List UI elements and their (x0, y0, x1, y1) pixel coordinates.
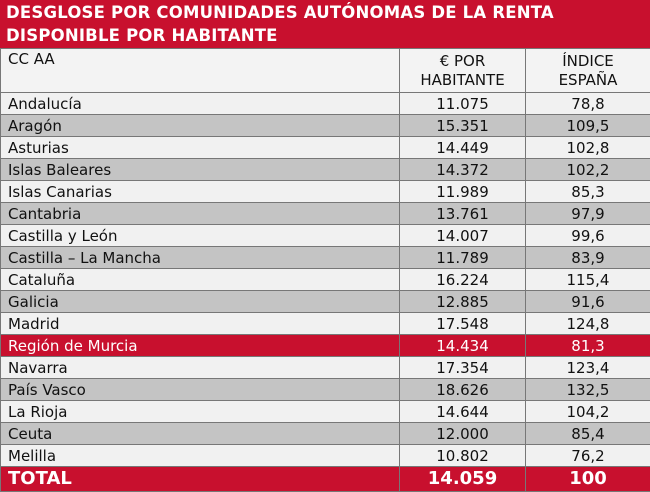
cell-per-capita: 18.626 (400, 379, 526, 401)
header-row (1, 49, 650, 93)
table-row (1, 247, 650, 269)
cell-index: 76,2 (526, 445, 650, 467)
cell-region: La Rioja (1, 401, 400, 423)
header-index-line-2: ESPAÑA (558, 70, 618, 89)
cell-index: 78,8 (526, 93, 650, 115)
table-row (1, 269, 650, 291)
cell-per-capita: 11.989 (400, 181, 526, 203)
cell-index: 104,2 (526, 401, 650, 423)
table-row (1, 181, 650, 203)
table-row (1, 291, 650, 313)
cell-index: 91,6 (526, 291, 650, 313)
cell-region: Navarra (1, 357, 400, 379)
cell-region: Aragón (1, 115, 400, 137)
table-row (1, 115, 650, 137)
cell-per-capita: 14.007 (400, 225, 526, 247)
cell-region: Madrid (1, 313, 400, 335)
cell-index: 102,2 (526, 159, 650, 181)
cell-index: 81,3 (526, 335, 650, 357)
table-row (1, 93, 650, 115)
title-line-2: DISPONIBLE POR HABITANTE (6, 26, 278, 45)
cell-region: Castilla y León (1, 225, 400, 247)
header-per-capita (400, 49, 526, 93)
cell-region: Islas Canarias (1, 181, 400, 203)
header-per-capita-line-1: € POR (439, 51, 486, 70)
total-index: 100 (526, 467, 650, 492)
cell-region: País Vasco (1, 379, 400, 401)
cell-index: 83,9 (526, 247, 650, 269)
total-label: TOTAL (1, 467, 400, 492)
cell-per-capita: 14.644 (400, 401, 526, 423)
cell-per-capita: 11.075 (400, 93, 526, 115)
table-row (1, 423, 650, 445)
table-row (1, 137, 650, 159)
table-title (0, 0, 650, 48)
cell-per-capita: 14.434 (400, 335, 526, 357)
cell-region: Melilla (1, 445, 400, 467)
cell-index: 124,8 (526, 313, 650, 335)
table-body (1, 93, 650, 467)
total-row (1, 467, 650, 492)
renta-table (0, 48, 650, 492)
cell-index: 132,5 (526, 379, 650, 401)
cell-region: Ceuta (1, 423, 400, 445)
cell-region: Islas Baleares (1, 159, 400, 181)
table-row (1, 225, 650, 247)
cell-index: 109,5 (526, 115, 650, 137)
table-row (1, 357, 650, 379)
cell-region: Cantabria (1, 203, 400, 225)
cell-region: Andalucía (1, 93, 400, 115)
cell-per-capita: 17.548 (400, 313, 526, 335)
cell-per-capita: 16.224 (400, 269, 526, 291)
cell-per-capita: 17.354 (400, 357, 526, 379)
table-row (1, 445, 650, 467)
cell-index: 97,9 (526, 203, 650, 225)
cell-per-capita: 15.351 (400, 115, 526, 137)
table-row (1, 313, 650, 335)
table-row (1, 203, 650, 225)
cell-index: 115,4 (526, 269, 650, 291)
total-per-capita: 14.059 (400, 467, 526, 492)
cell-region: Castilla – La Mancha (1, 247, 400, 269)
cell-index: 85,4 (526, 423, 650, 445)
cell-index: 85,3 (526, 181, 650, 203)
cell-per-capita: 11.789 (400, 247, 526, 269)
cell-per-capita: 12.885 (400, 291, 526, 313)
cell-per-capita: 14.372 (400, 159, 526, 181)
cell-index: 123,4 (526, 357, 650, 379)
cell-per-capita: 14.449 (400, 137, 526, 159)
header-index (526, 49, 650, 93)
table-row (1, 159, 650, 181)
cell-region: Galicia (1, 291, 400, 313)
table-row (1, 401, 650, 423)
cell-index: 99,6 (526, 225, 650, 247)
header-cc-aa: CC AA (1, 49, 400, 93)
table-row (1, 379, 650, 401)
title-line-1: DESGLOSE POR COMUNIDADES AUTÓNOMAS DE LA RENTA (6, 3, 554, 22)
cell-region: Asturias (1, 137, 400, 159)
cell-per-capita: 12.000 (400, 423, 526, 445)
header-per-capita-line-2: HABITANTE (420, 70, 505, 89)
header-index-line-1: ÍNDICE (562, 51, 614, 70)
table-row (1, 335, 650, 357)
cell-index: 102,8 (526, 137, 650, 159)
cell-region: Cataluña (1, 269, 400, 291)
cell-per-capita: 10.802 (400, 445, 526, 467)
cell-per-capita: 13.761 (400, 203, 526, 225)
cell-region: Región de Murcia (1, 335, 400, 357)
